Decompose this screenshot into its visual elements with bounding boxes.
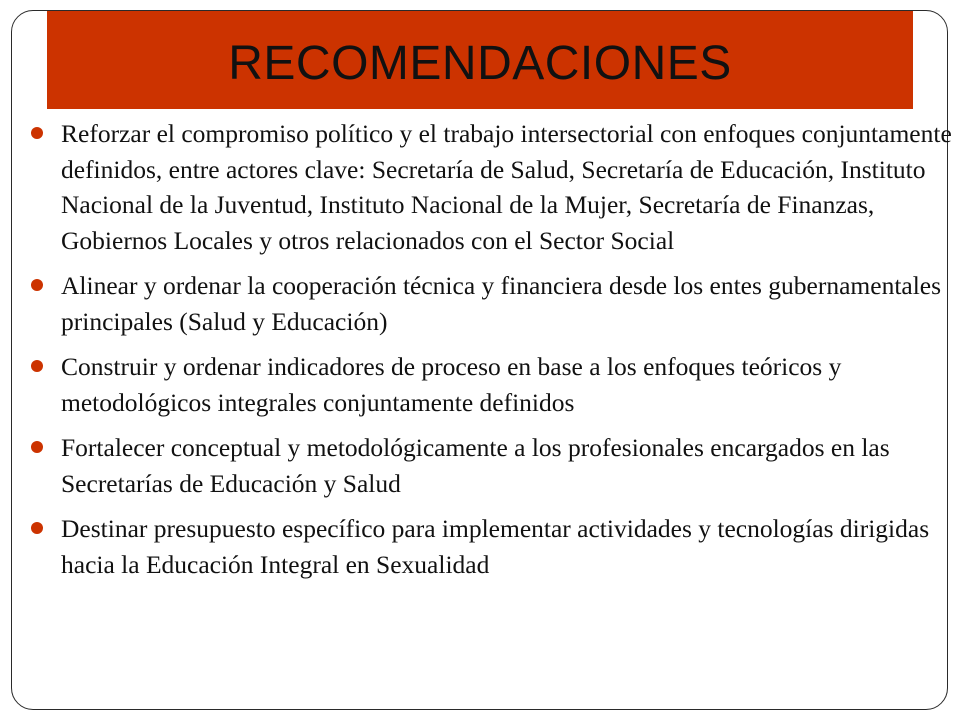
bullet-text: Fortalecer conceptual y metodológicamente a los profesionales encargados en las Secretarías de Educación y Salud	[61, 433, 890, 498]
bullet-dot-icon	[31, 360, 43, 372]
bullet-item	[31, 268, 953, 339]
bullet-dot-icon	[31, 127, 43, 139]
bullet-item	[31, 116, 953, 258]
bullet-text: Destinar presupuesto específico para implementar actividades y tecnologías dirigidas hacia la Educación Integral en Sexualidad	[61, 514, 930, 579]
bullet-list	[31, 116, 953, 592]
bullet-item	[31, 349, 953, 420]
bullet-item	[31, 511, 953, 582]
bullet-text: Alinear y ordenar la cooperación técnica y financiera desde los entes gubernamentales principales (Salud y Educación)	[61, 271, 942, 336]
bullet-dot-icon	[31, 441, 43, 453]
title-bar	[47, 11, 913, 109]
bullet-item	[31, 430, 953, 501]
bullet-text: Reforzar el compromiso político y el trabajo intersectorial con enfoques conjuntamente definidos, entre actores clave: Secretaría de Salud, Secretaría de Educación, Instituto Nacional de la Juventud, Instituto Nacional de la Mujer, Secretaría de Finanzas, Gobiernos Locales y otros relacionados con el Sector Social	[61, 119, 952, 255]
slide-title: RECOMENDACIONES	[228, 37, 732, 90]
bullet-text: Construir y ordenar indicadores de proceso en base a los enfoques teóricos y metodológicos integrales conjuntamente definidos	[61, 352, 842, 417]
bullet-dot-icon	[31, 522, 43, 534]
bullet-dot-icon	[31, 279, 43, 291]
